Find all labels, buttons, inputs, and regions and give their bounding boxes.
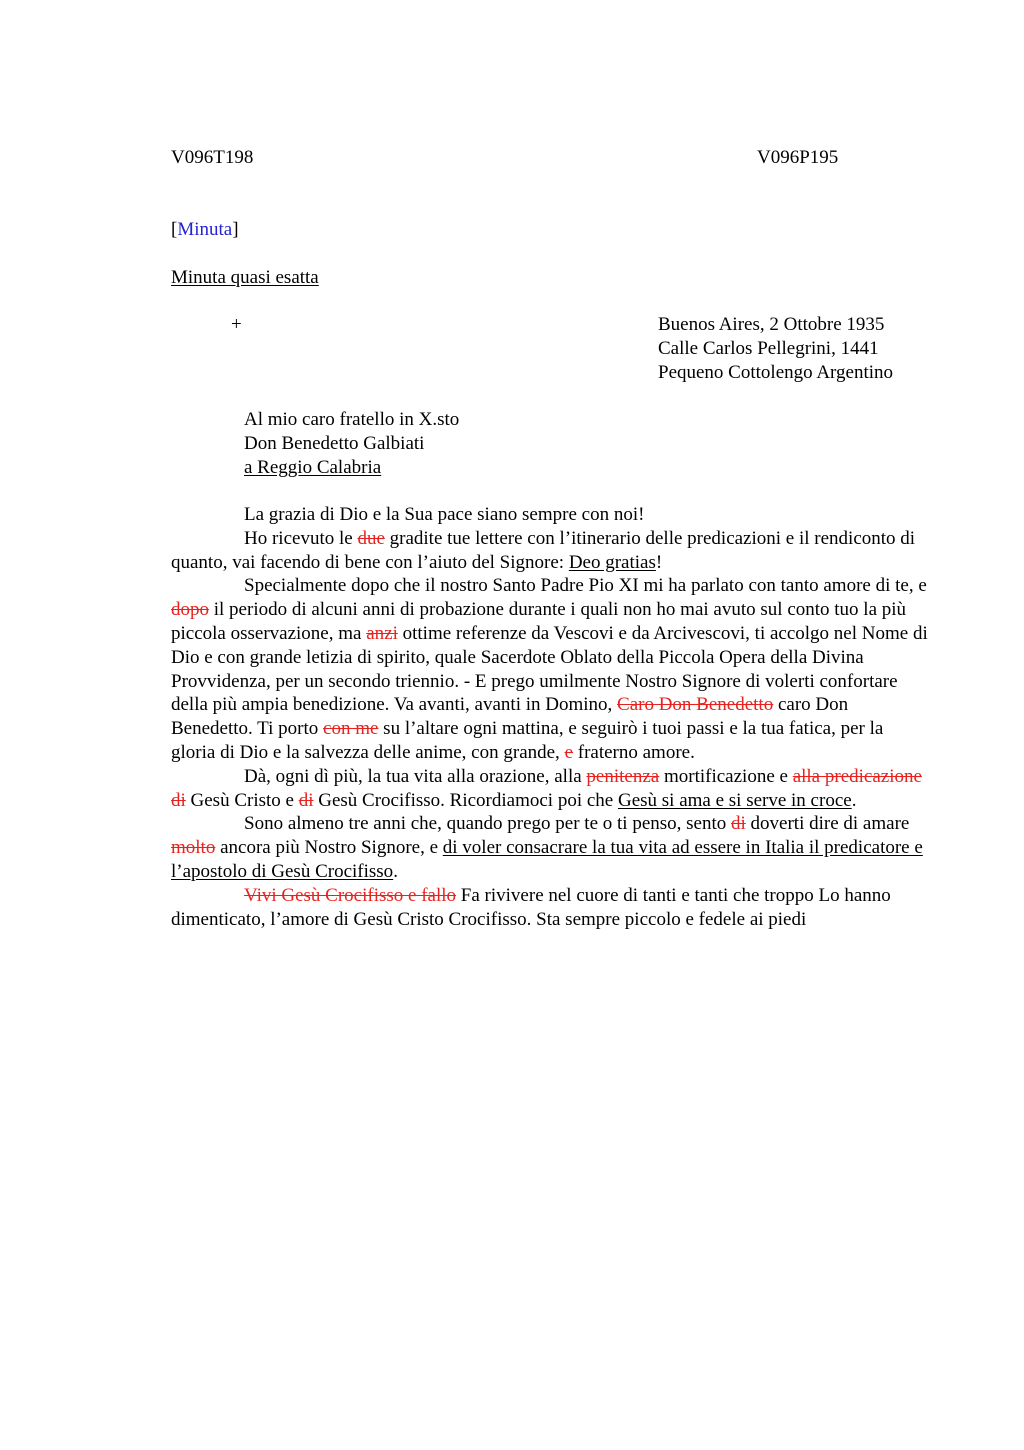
deleted-text: con me [323,718,379,740]
text-segment: mortificazione e [659,765,793,787]
deleted-text: di [731,813,746,835]
deleted-text: Vivi Gesù Crocifisso e fallo [244,884,457,906]
minuta-bracket-close: ] [232,219,239,240]
minuta-label: Minuta [177,219,233,240]
text-segment: Gesù Crocifisso. Ricordiamoci poi che [313,789,618,811]
text-segment: Sono almeno tre anni che, quando prego per te o ti penso, sento [244,813,732,835]
paragraph-received-letters [171,527,931,575]
paragraph-closing [171,884,931,932]
text-segment: su l’altare ogni mattina, e seguirò i tuoi passi e la tua fatica, per la gloria di Dio e la salvezza delle anime, con grande, [171,718,884,763]
deleted-text: dopo [171,599,209,621]
address-line-1: Buenos Aires, 2 Ottobre 1935 [658,314,885,335]
text-segment: . [851,789,857,811]
recipient-line-1: Al mio caro fratello in X.sto [244,409,460,430]
text-segment: Gesù Cristo e [185,789,299,811]
text-segment: doverti dire di amare [745,813,910,835]
text-segment: La grazia di Dio e la Sua pace siano sempre con noi! [244,504,645,525]
underlined-text: di voler consacrare la tua vita ad essere in Italia il predicatore e l’apostolo di Gesù Crocifisso [171,837,923,882]
address-line-3: Pequeno Cottolengo Argentino [658,362,894,383]
deleted-text: di [298,789,314,811]
recipient-line-3: a Reggio Calabria [244,457,382,478]
address-line-2: Calle Carlos Pellegrini, 1441 [658,338,879,359]
deleted-text: Caro Don Benedetto [617,694,774,716]
deleted-text: due [357,527,385,549]
document-code-left: V096T198 [171,147,254,168]
text-segment: caro Don Benedetto. Ti porto [171,694,849,740]
minuta-tag [171,218,239,242]
paragraph-vocation [171,812,931,883]
paragraph-acceptance [171,574,931,764]
document-code-right: V096P195 [757,147,839,168]
text-segment: Dà, ogni dì più, la tua vita alla orazione, alla [244,765,587,787]
text-segment: Fa rivivere nel cuore di tanti e tanti che troppo Lo hanno dimenticato, l’amore di Gesù Cristo Crocifisso. Sta sempre piccolo e fedele ai piedi [171,884,891,930]
text-segment: il periodo di alcuni anni di probazione durante i quali non ho mai avuto sul conto tuo la più piccola osservazione, ma [171,599,907,644]
deleted-text: alla predicazione di [171,765,922,811]
text-segment: ancora più Nostro Signore, e [215,837,443,859]
text-segment: fraterno amore. [573,741,695,763]
paragraph-greeting [171,503,931,527]
deleted-text: e [564,741,573,763]
deleted-text: anzi [366,622,398,644]
text-segment: ottime referenze da Vescovi e da Arcivescovi, ti accolgo nel Nome di Dio e con grande letizia di spirito, quale Sacerdote Oblato della Piccola Opera della Divina Provvidenza, per un secondo triennio. - E prego umilmente Nostro Signore di volerti confortare della più ampia benedizione. Va avanti, avanti in Domino, [171,622,928,716]
underlined-text: Deo gratias [568,551,656,573]
cross-mark: + [231,314,242,335]
letter-body [171,503,931,931]
paragraph-exhortation [171,765,931,813]
text-segment: . [393,860,398,882]
minuta-bracket-open: [ [171,219,178,240]
text-segment: ! [655,551,663,573]
text-segment: Ho ricevuto le [244,527,358,549]
deleted-text: molto [171,837,216,859]
underlined-text: Gesù si ama e si serve in croce [617,789,852,811]
text-segment: gradite tue lettere con l’itinerario delle predicazioni e il rendiconto di quanto, vai facendo di bene con l’aiuto del Signore: [171,527,916,573]
recipient-line-2: Don Benedetto Galbiati [244,433,425,454]
deleted-text: penitenza [586,765,660,787]
text-segment: Specialmente dopo che il nostro Santo Padre Pio XI mi ha parlato con tanto amore di te, e [244,575,927,597]
minuta-note: Minuta quasi esatta [171,267,319,288]
